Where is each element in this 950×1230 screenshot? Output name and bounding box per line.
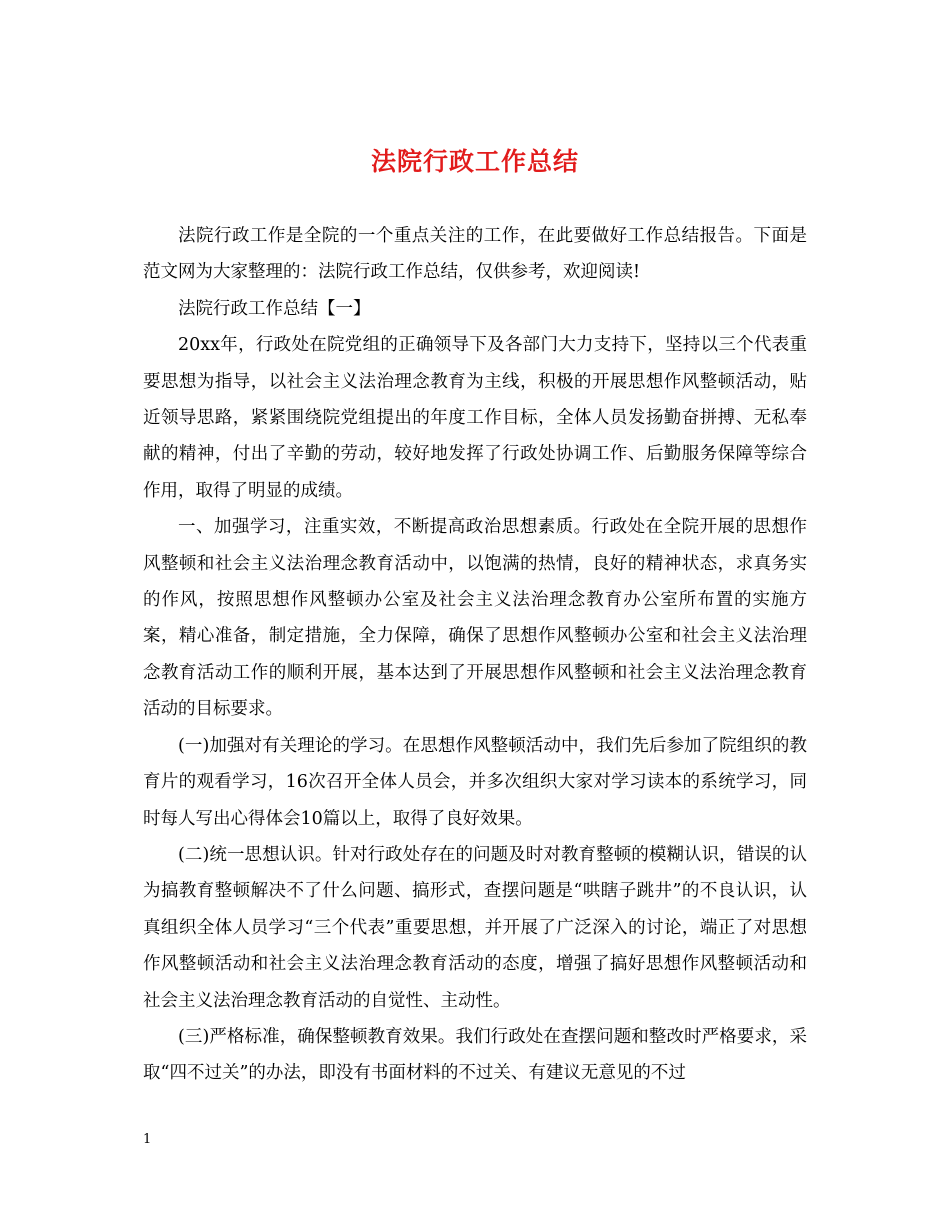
body-paragraph: 20xx年，行政处在院党组的正确领导下及各部门大力支持下，坚持以三个代表重要思想为指导，以社会主义法治理念教育为主线，积极的开展思想作风整顿活动，贴近领导思路，紧紧围绕院党组提出的年度工作目标，全体人员发扬勤奋拼搏、无私奉献的精神，付出了辛勤的劳动，较好地发挥了行政处协调工作、后勤服务保障等综合作用，取得了明显的成绩。 <box>143 335 807 501</box>
body-paragraph: (三)严格标准，确保整顿教育效果。我们行政处在查摆问题和整改时严格要求，采取“四不过关”的办法，即没有书面材料的不过关、有建议无意见的不过 <box>143 1026 807 1084</box>
body-paragraph: (一)加强对有关理论的学习。在思想作风整顿活动中，我们先后参加了院组织的教育片的观看学习，16次召开全体人员会，并多次组织大家对学习读本的系统学习，同时每人写出心得体会10篇以上，取得了良好效果。 <box>143 735 807 829</box>
page-number: 1 <box>143 1132 152 1147</box>
intro-paragraph: 法院行政工作是全院的一个重点关注的工作，在此要做好工作总结报告。下面是范文网为大家整理的：法院行政工作总结，仅供参考，欢迎阅读! <box>143 226 807 283</box>
document-body <box>143 218 807 1092</box>
document-title: 法院行政工作总结 <box>370 147 579 176</box>
body-paragraph: (二)统一思想认识。针对行政处存在的问题及时对教育整顿的模糊认识，错误的认为搞教育整顿解决不了什么问题、搞形式，查摆问题是“哄瞎子跳井”的不良认识，认真组织全体人员学习“三个代表”重要思想，并开展了广泛深入的讨论，端正了对思想作风整顿活动和社会主义法治理念教育活动的态度，增强了搞好思想作风整顿活动和社会主义法治理念教育活动的自觉性、主动性。 <box>143 844 807 1011</box>
body-paragraph: 一、加强学习，注重实效，不断提高政治思想素质。行政处在全院开展的思想作风整顿和社会主义法治理念教育活动中，以饱满的热情，良好的精神状态，求真务实的作风，按照思想作风整顿办公室及社会主义法治理念教育办公室所布置的实施方案，精心准备，制定措施，全力保障，确保了思想作风整顿办公室和社会主义法治理念教育活动工作的顺利开展，基本达到了开展思想作风整顿和社会主义法治理念教育活动的目标要求。 <box>143 517 807 720</box>
section-heading: 法院行政工作总结【一】 <box>178 298 371 319</box>
